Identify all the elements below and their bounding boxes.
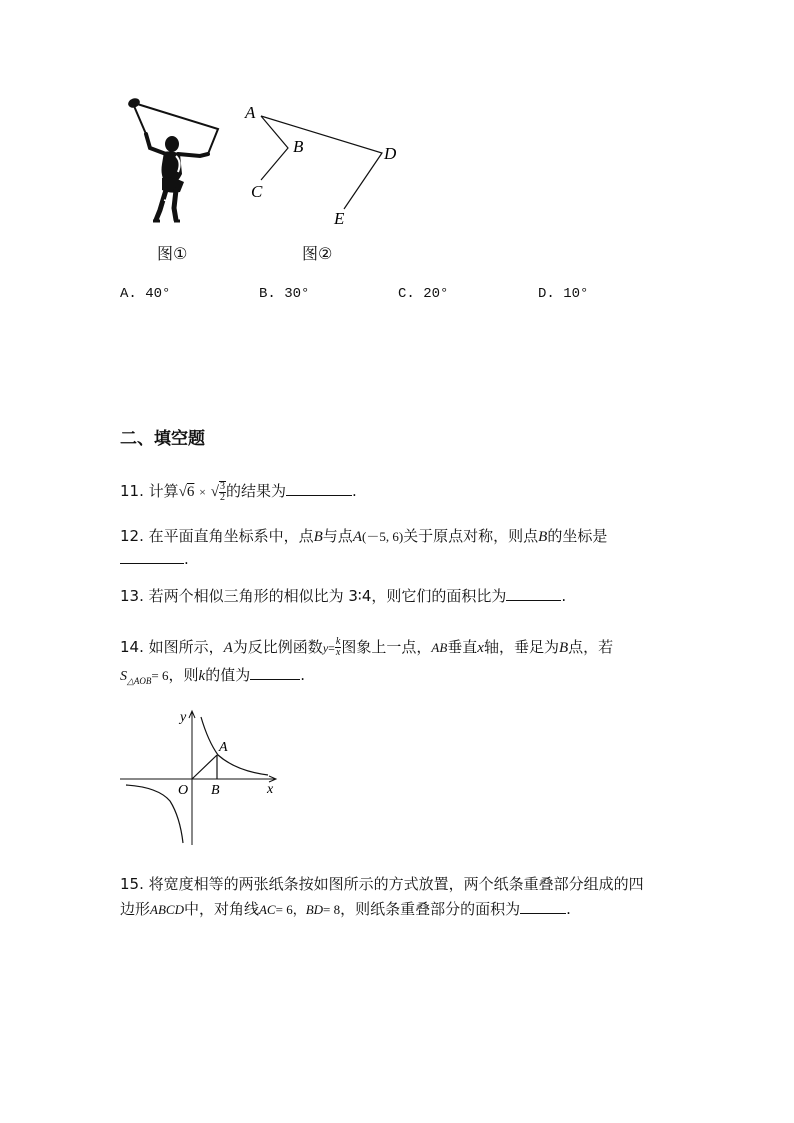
q15-answer-blank[interactable] [520, 899, 566, 914]
option-d-letter: D. [538, 286, 555, 302]
q15-end: . [566, 900, 571, 918]
q14-area-sub: △AOB [127, 676, 152, 686]
segment-oa [192, 755, 217, 779]
q14-func-num: k [335, 636, 341, 647]
q15-text-b: 中，对角线 [183, 900, 259, 918]
section-title: 二、填空题 [120, 429, 205, 449]
option-a-letter: A. [120, 286, 137, 302]
q11-sqrt-1: √6 [178, 484, 195, 500]
q14-text-f: 点，若 [568, 638, 614, 656]
q14-text-e: 轴，垂足为 [483, 638, 559, 656]
q14-text-h: 的值为 [205, 666, 251, 684]
option-d [538, 286, 588, 302]
q14-ab: AB [431, 640, 448, 655]
figure-1-label: 图① [157, 244, 188, 263]
q11-times: × [199, 485, 206, 499]
q13-answer-blank[interactable] [506, 586, 561, 601]
graph-label-y: y [180, 710, 187, 725]
q14-point-a: A [223, 640, 233, 656]
q15-ac: AC [258, 902, 276, 917]
option-c [398, 286, 448, 302]
option-b-letter: B. [259, 286, 276, 302]
q12-answer-blank[interactable] [120, 549, 184, 564]
q13-end: . [561, 587, 567, 605]
q11-radicand-1: 6 [186, 484, 195, 500]
q14-end: . [300, 666, 305, 684]
q15-bd-value: = 8 [323, 902, 341, 917]
q11-suffix: 的结果为 [225, 482, 286, 500]
q14-x: x [477, 640, 484, 656]
q14-point-b: B [558, 640, 569, 656]
q14-area-s: S [120, 669, 127, 684]
figure-2-polyline [236, 96, 416, 236]
q14-func-eq: = [328, 641, 335, 655]
question-14-line-2 [120, 664, 305, 687]
q15-text-line-1: 15. 将宽度相等的两张纸条按如图所示的方式放置，两个纸条重叠部分组成的四 [120, 875, 644, 893]
q12-text-b: 与点 [322, 527, 353, 545]
q11-answer-blank[interactable] [286, 481, 352, 496]
point-label-C: C [251, 182, 263, 201]
point-label-E: E [334, 209, 345, 228]
hyperbola-branch-2 [126, 785, 183, 843]
figure-1-dancer [120, 92, 230, 227]
q11-frac-den: 2 [219, 492, 225, 503]
q14-func-den: x [335, 647, 341, 658]
q14-func-y: y [322, 641, 329, 655]
option-b-value: 30° [284, 286, 310, 302]
q14-answer-blank[interactable] [250, 665, 300, 680]
q15-ac-value: = 6， [275, 902, 306, 917]
q11-sqrt-2: √ $\frac{3}{2}$ [210, 481, 225, 503]
q13-text: 13. 若两个相似三角形的相似比为 3∶4，则它们的面积比为 [120, 587, 507, 605]
q12-text-c: 关于原点对称，则点 [403, 527, 539, 545]
q14-text-d: 垂直 [447, 638, 478, 656]
q11-frac-num: 3 [219, 481, 225, 492]
graph-label-b: B [211, 783, 220, 798]
hyperbola-branch-1 [201, 717, 268, 775]
q15-abcd: ABCD [150, 902, 184, 917]
graph-label-o: O [178, 783, 189, 798]
q12-point-b: B [313, 529, 323, 545]
point-label-A: A [245, 103, 256, 122]
q11-prefix: 计算 [148, 482, 179, 500]
q15-text-c: ，则纸条重叠部分的面积为 [340, 900, 521, 918]
q12-text-a: 12. 在平面直角坐标系中，点 [120, 527, 314, 545]
option-c-value: 20° [423, 286, 449, 302]
question-15-line-1 [120, 873, 644, 894]
option-c-letter: C. [398, 286, 415, 302]
point-label-B: B [293, 137, 304, 156]
q15-bd: BD [305, 902, 324, 917]
q14-area-value: = 6 [151, 668, 169, 683]
q12-coordinate: (－5, 6) [361, 529, 404, 544]
question-13 [120, 585, 566, 606]
q12-end: . [184, 550, 189, 568]
question-12-line-2 [120, 549, 189, 568]
q12-text-d: 的坐标是 [547, 527, 608, 545]
q14-k: k [198, 668, 206, 684]
q11-end: . [351, 482, 357, 500]
option-a [120, 286, 170, 302]
q14-text-b: 为反比例函数 [232, 638, 323, 656]
option-a-value: 40° [145, 286, 171, 302]
graph-label-a: A [219, 740, 228, 755]
q11-number: 11. [120, 482, 144, 500]
q14-inverse-function-graph [118, 705, 288, 850]
q14-text-g: ，则 [168, 666, 199, 684]
q12-point-b-2: B [538, 529, 548, 545]
question-15-line-2 [120, 898, 571, 919]
option-d-value: 10° [563, 286, 589, 302]
option-b [259, 286, 309, 302]
graph-label-x: x [267, 782, 274, 797]
q14-text-c: 图象上一点， [341, 638, 432, 656]
question-11 [120, 478, 357, 504]
question-14-line-1 [120, 634, 613, 660]
q14-text-a: 14. 如图所示， [120, 638, 224, 656]
figure-2-label: 图② [302, 244, 333, 263]
question-12-line-1 [120, 525, 607, 546]
point-label-D: D [384, 144, 397, 163]
q15-text-a: 边形 [120, 900, 151, 918]
q12-point-a: A [352, 529, 362, 545]
